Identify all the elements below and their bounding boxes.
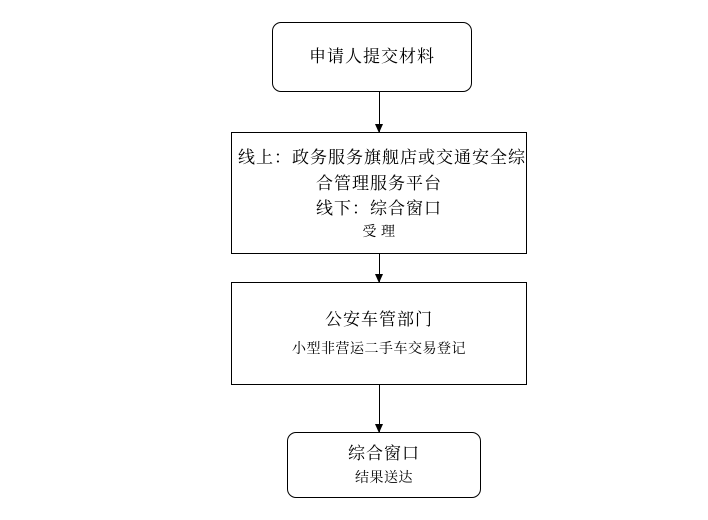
flow-node-acceptance — [231, 132, 527, 254]
flow-node-result-delivery-label: 综合窗口 — [348, 443, 420, 463]
connector-dept-to-result — [379, 385, 380, 432]
flow-node-acceptance-line3: 线下：综合窗口 — [316, 199, 442, 218]
flow-node-acceptance-line2: 合管理服务平台 — [316, 173, 442, 193]
flow-node-acceptance-line1: 线上：政务服务旗舰店或交通安全综 — [238, 148, 526, 167]
flow-node-acceptance-line4: 受 理 — [362, 224, 396, 240]
flow-node-vehicle-admin-dept-sublabel: 小型非营运二手车交易登记 — [292, 341, 466, 357]
flow-node-applicant-submit — [272, 22, 472, 92]
flow-node-result-delivery-sublabel: 结果送达 — [355, 471, 413, 487]
flow-node-vehicle-admin-dept — [231, 282, 527, 385]
flow-node-applicant-submit-label: 申请人提交材料 — [309, 47, 435, 67]
flow-node-vehicle-admin-dept-label: 公安车管部门 — [325, 310, 433, 330]
connector-accept-to-dept — [379, 254, 380, 282]
flow-node-result-delivery — [287, 432, 481, 498]
connector-submit-to-accept — [379, 92, 380, 132]
